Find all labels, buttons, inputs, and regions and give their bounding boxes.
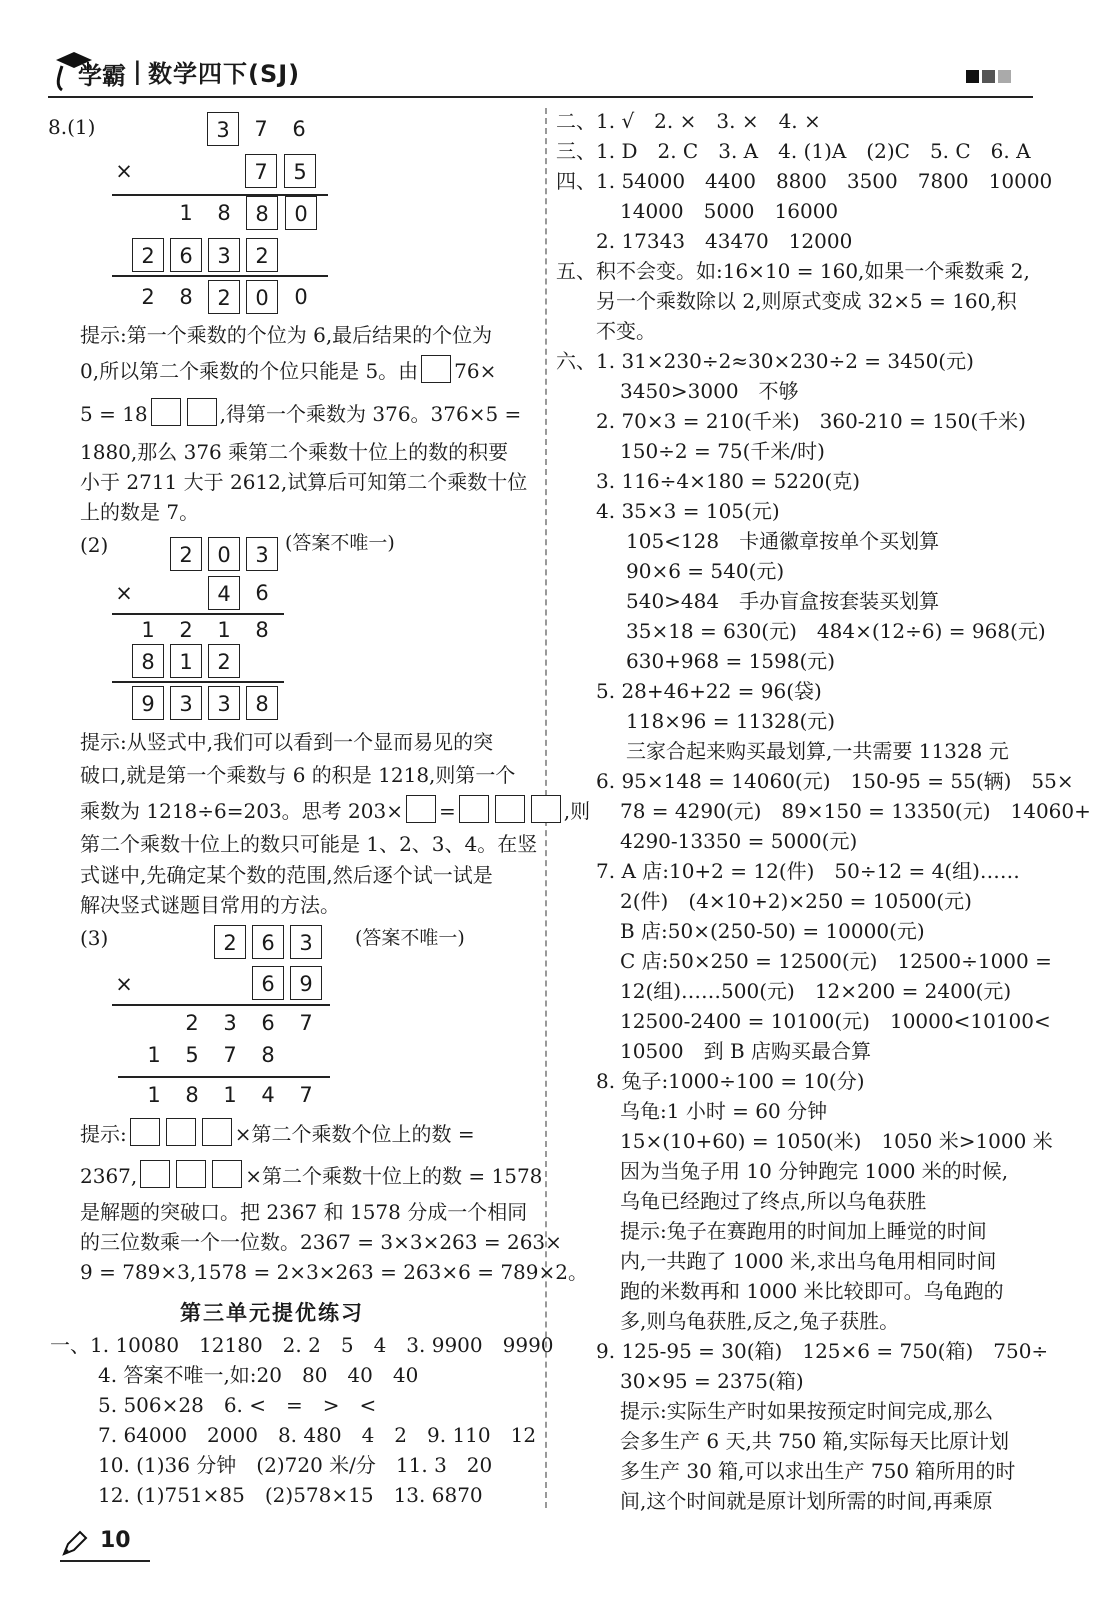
blank-box <box>421 355 451 383</box>
digit-box: 3 <box>208 238 240 272</box>
digit: 5 <box>185 1043 199 1067</box>
footer-rule <box>60 1560 150 1562</box>
digit: 8 <box>179 285 193 309</box>
hint-3-line-4: 的三位数乘一个一位数。2367 = 3×3×263 = 263× <box>80 1230 562 1254</box>
answer-line: 12500-2400 = 10100(元) 10000<10100< <box>620 1009 1051 1033</box>
hint-text: ×第二个乘数个位上的数 = <box>234 1122 475 1146</box>
digit-box: 2 <box>246 238 278 272</box>
digit: 6 <box>292 117 306 141</box>
practice-line-6: 12. (1)751×85 (2)578×15 13. 6870 <box>98 1483 483 1507</box>
answer-line: 30×95 = 2375(箱) <box>620 1369 804 1393</box>
digit: 1 <box>217 618 231 642</box>
digit-box: 4 <box>208 576 240 610</box>
times-sign: × <box>115 581 133 605</box>
answer-line: 2(件) (4×10+2)×250 = 10500(元) <box>620 889 972 913</box>
answer-line: 乌龟:1 小时 = 60 分钟 <box>620 1099 828 1123</box>
pencil-icon <box>60 1530 88 1558</box>
hint-1-line-3 <box>80 398 521 429</box>
digit-box: 2 <box>214 925 246 959</box>
q8-label: 8.(1) <box>48 115 96 139</box>
digit-box: 3 <box>290 925 322 959</box>
hint-text: 76× <box>454 359 497 383</box>
digit-box: 2 <box>170 537 202 571</box>
digit-box: 8 <box>246 686 278 720</box>
digit: 1 <box>141 618 155 642</box>
blank-box <box>406 795 436 823</box>
hint-text: 0,所以第二个乘数的个位只能是 5。由 <box>80 359 419 383</box>
hint-2-line-4: 第二个乘数十位上的数只可能是 1、2、3、4。在竖 <box>80 832 538 856</box>
answer-line: 118×96 = 11328(元) <box>626 709 836 733</box>
hint-text: ×第二个乘数十位上的数 = 1578 <box>245 1164 543 1188</box>
blank-box <box>176 1160 206 1188</box>
answer-line: 10500 到 B 店购买最合算 <box>620 1039 872 1063</box>
practice-line-3: 5. 506×28 6. < = > < <box>98 1393 377 1417</box>
digit: 6 <box>261 1011 275 1035</box>
digit-box: 2 <box>208 280 240 314</box>
digit: 3 <box>223 1011 237 1035</box>
answer-line: 15×(10+60) = 1050(米) 1050 米>1000 米 <box>620 1129 1053 1153</box>
digit-box: 8 <box>132 644 164 678</box>
answer-line: 3. 116÷4×180 = 5220(克) <box>596 469 861 493</box>
answer-line: C 店:50×250 = 12500(元) 12500÷1000 = <box>620 949 1052 973</box>
answer-line: 提示:实际生产时如果按预定时间完成,那么 <box>620 1399 994 1423</box>
digit: 8 <box>261 1043 275 1067</box>
blank-box <box>140 1160 170 1188</box>
hint-2-line-5: 式谜中,先确定某个数的范围,然后逐个试一试是 <box>80 863 493 887</box>
digit: 7 <box>223 1043 237 1067</box>
answer-line: 2. 17343 43470 12000 <box>596 229 853 253</box>
answer-line: 150÷2 = 75(千米/时) <box>620 439 825 463</box>
answer-line: 12(组)……500(元) 12×200 = 2400(元) <box>620 979 1012 1003</box>
blank-box <box>495 795 525 823</box>
answer-line: 8. 兔子:1000÷100 = 10(分) <box>596 1069 865 1093</box>
practice-line-4: 7. 64000 2000 8. 480 4 2 9. 110 12 <box>98 1423 537 1447</box>
answer-line: 多,则乌龟获胜,反之,兔子获胜。 <box>620 1309 900 1333</box>
answer-line: 2. 70×3 = 210(千米) 360-210 = 150(千米) <box>596 409 1026 433</box>
answer-line: 多生产 30 箱,可以求出生产 750 箱所用的时 <box>620 1459 1016 1483</box>
header-divider: | <box>133 56 142 85</box>
hint-2-line-1: 提示:从竖式中,我们可以看到一个显而易见的突 <box>80 730 494 754</box>
digit-box: 3 <box>170 686 202 720</box>
blank-box <box>187 398 217 426</box>
digit: 0 <box>294 285 308 309</box>
answer-line: 因为当兔子用 10 分钟跑完 1000 米的时候, <box>620 1159 1009 1183</box>
answer-line: 内,一共跑了 1000 米,求出乌龟用相同时间 <box>620 1249 997 1273</box>
digit-box: 3 <box>208 686 240 720</box>
digit-box: 8 <box>246 196 278 230</box>
q8-3-label: (3) <box>80 926 109 950</box>
digit-box: 2 <box>208 644 240 678</box>
answer-line: 三、1. D 2. C 3. A 4. (1)A (2)C 5. C 6. A <box>556 139 1031 163</box>
hint-text: 2367, <box>80 1164 138 1188</box>
digit-box: 9 <box>132 686 164 720</box>
answer-line: 跑的米数再和 1000 米比较即可。乌龟跑的 <box>620 1279 1004 1303</box>
hint-2-line-2: 破口,就是第一个乘数与 6 的积是 1218,则第一个 <box>80 763 516 787</box>
hint-text: 乘数为 1218÷6=203。思考 203× <box>80 799 403 823</box>
hint-1-line-2 <box>80 355 496 386</box>
blank-box <box>130 1118 160 1146</box>
hint-1-line-5: 小于 2711 大于 2612,试算后可知第二个乘数十位 <box>80 470 528 494</box>
digit: 8 <box>185 1083 199 1107</box>
answer-line: 二、1. √ 2. × 3. × 4. × <box>556 109 821 133</box>
answer-line: 提示:兔子在赛跑用的时间加上睡觉的时间 <box>620 1219 987 1243</box>
hint-3-line-5: 9 = 789×3,1578 = 2×3×263 = 263×6 = 789×2。 <box>80 1260 588 1284</box>
digit: 1 <box>147 1083 161 1107</box>
digit-box: 0 <box>285 196 317 230</box>
digit: 7 <box>299 1011 313 1035</box>
hint-text: ,得第一个乘数为 376。376×5 = <box>219 402 522 426</box>
page-number: 10 <box>100 1528 131 1553</box>
answer-line: 6. 95×148 = 14060(元) 150-95 = 55(辆) 55× <box>596 769 1074 793</box>
digit: 2 <box>141 285 155 309</box>
digit: 1 <box>179 201 193 225</box>
answer-line: 乌龟已经跑过了终点,所以乌龟获胜 <box>620 1189 927 1213</box>
answer-line: 不变。 <box>596 319 656 343</box>
logo-text: 学霸 <box>78 62 126 90</box>
digit-box: 0 <box>208 537 240 571</box>
digit-box: 3 <box>246 537 278 571</box>
hint-3-line-2 <box>80 1160 542 1191</box>
hint-text: 提示: <box>80 1122 127 1146</box>
times-sign: × <box>115 972 133 996</box>
answer-line: 9. 125-95 = 30(箱) 125×6 = 750(箱) 750÷ <box>596 1339 1049 1363</box>
rule <box>112 681 284 683</box>
answer-line: 四、1. 54000 4400 8800 3500 7800 10000 <box>556 169 1053 193</box>
digit-box: 6 <box>170 238 202 272</box>
answer-line: 14000 5000 16000 <box>620 199 839 223</box>
answer-line: 六、1. 31×230÷2≈30×230÷2 = 3450(元) <box>556 349 974 373</box>
answer-line: 78 = 4290(元) 89×150 = 13350(元) 14060+ <box>620 799 1091 823</box>
answer-line: 间,这个时间就是原计划所需的时间,再乘原 <box>620 1489 993 1513</box>
answer-line: 五、积不会变。如:16×10 = 160,如果一个乘数乘 2, <box>556 259 1030 283</box>
digit-box: 2 <box>132 238 164 272</box>
digit: 8 <box>217 201 231 225</box>
blank-box <box>459 795 489 823</box>
practice-line-2: 4. 答案不唯一,如:20 80 40 40 <box>98 1363 419 1387</box>
answer-line: 5. 28+46+22 = 96(袋) <box>596 679 822 703</box>
answer-line: 3450>3000 不够 <box>620 379 799 403</box>
rule <box>112 275 328 277</box>
digit: 7 <box>254 117 268 141</box>
digit-box: 0 <box>246 280 278 314</box>
answer-line: B 店:50×(250-50) = 10000(元) <box>620 919 925 943</box>
blank-box <box>212 1160 242 1188</box>
blank-box <box>531 795 561 823</box>
book-title: 数学四下(SJ) <box>148 60 301 88</box>
hint-1-line-4: 1880,那么 376 乘第二个乘数十位上的数的积要 <box>80 440 509 464</box>
answer-line: 会多生产 6 天,共 750 箱,实际每天比原计划 <box>620 1429 1010 1453</box>
digit-box: 9 <box>290 966 322 1000</box>
digit-box: 3 <box>207 112 239 146</box>
hint-3-line-3: 是解题的突破口。把 2367 和 1578 分成一个相同 <box>80 1200 528 1224</box>
answer-line: 630+968 = 1598(元) <box>626 649 836 673</box>
blank-box <box>166 1118 196 1146</box>
hint-1-line-6: 上的数是 7。 <box>80 500 200 524</box>
answer-line: 540>484 手办盲盒按套装买划算 <box>626 589 940 613</box>
digit-box: 1 <box>170 644 202 678</box>
practice-line-1: 一、1. 10080 12180 2. 2 5 4 3. 9900 9990 <box>50 1333 554 1357</box>
digit: 6 <box>255 581 269 605</box>
hint-2-line-3 <box>80 795 590 826</box>
digit: 2 <box>179 618 193 642</box>
q8-2-label: (2) <box>80 533 109 557</box>
digit: 1 <box>223 1083 237 1107</box>
blank-box <box>151 398 181 426</box>
answer-line: 90×6 = 540(元) <box>626 559 785 583</box>
hint-text: = <box>438 799 456 823</box>
answer-line: 4290-13350 = 5000(元) <box>620 829 858 853</box>
digit-box: 5 <box>284 154 316 188</box>
answer-line: 7. A 店:10+2 = 12(件) 50÷12 = 4(组)…… <box>596 859 1020 883</box>
answer-line: 35×18 = 630(元) 484×(12÷6) = 968(元) <box>626 619 1046 643</box>
answer-line: 105<128 卡通徽章按单个买划算 <box>626 529 940 553</box>
digit-box: 6 <box>252 966 284 1000</box>
q8-2-note: (答案不唯一) <box>285 532 395 554</box>
answer-line: 另一个乘数除以 2,则原式变成 32×5 = 160,积 <box>596 289 1017 313</box>
blank-box <box>202 1118 232 1146</box>
digit-box: 6 <box>252 925 284 959</box>
header-squares <box>966 68 1014 87</box>
digit-box: 7 <box>245 154 277 188</box>
answer-line: 三家合起来购买最划算,一共需要 11328 元 <box>626 739 1009 763</box>
section-title: 第三单元提优练习 <box>180 1301 364 1325</box>
digit: 1 <box>147 1043 161 1067</box>
hint-1-line-1: 提示:第一个乘数的个位为 6,最后结果的个位为 <box>80 323 493 347</box>
header-rule <box>48 96 1033 98</box>
hint-2-line-6: 解决竖式谜题目常用的方法。 <box>80 893 340 917</box>
digit: 8 <box>255 618 269 642</box>
digit: 7 <box>299 1083 313 1107</box>
q8-3-note: (答案不唯一) <box>355 927 465 949</box>
hint-text: 5 = 18 <box>80 402 148 426</box>
answer-line: 4. 35×3 = 105(元) <box>596 499 780 523</box>
hint-3-line-1 <box>80 1118 475 1149</box>
times-sign: × <box>115 159 133 183</box>
digit: 4 <box>261 1083 275 1107</box>
hint-text: ,则 <box>563 799 591 823</box>
practice-line-5: 10. (1)36 分钟 (2)720 米/分 11. 3 20 <box>98 1453 493 1477</box>
digit: 2 <box>185 1011 199 1035</box>
